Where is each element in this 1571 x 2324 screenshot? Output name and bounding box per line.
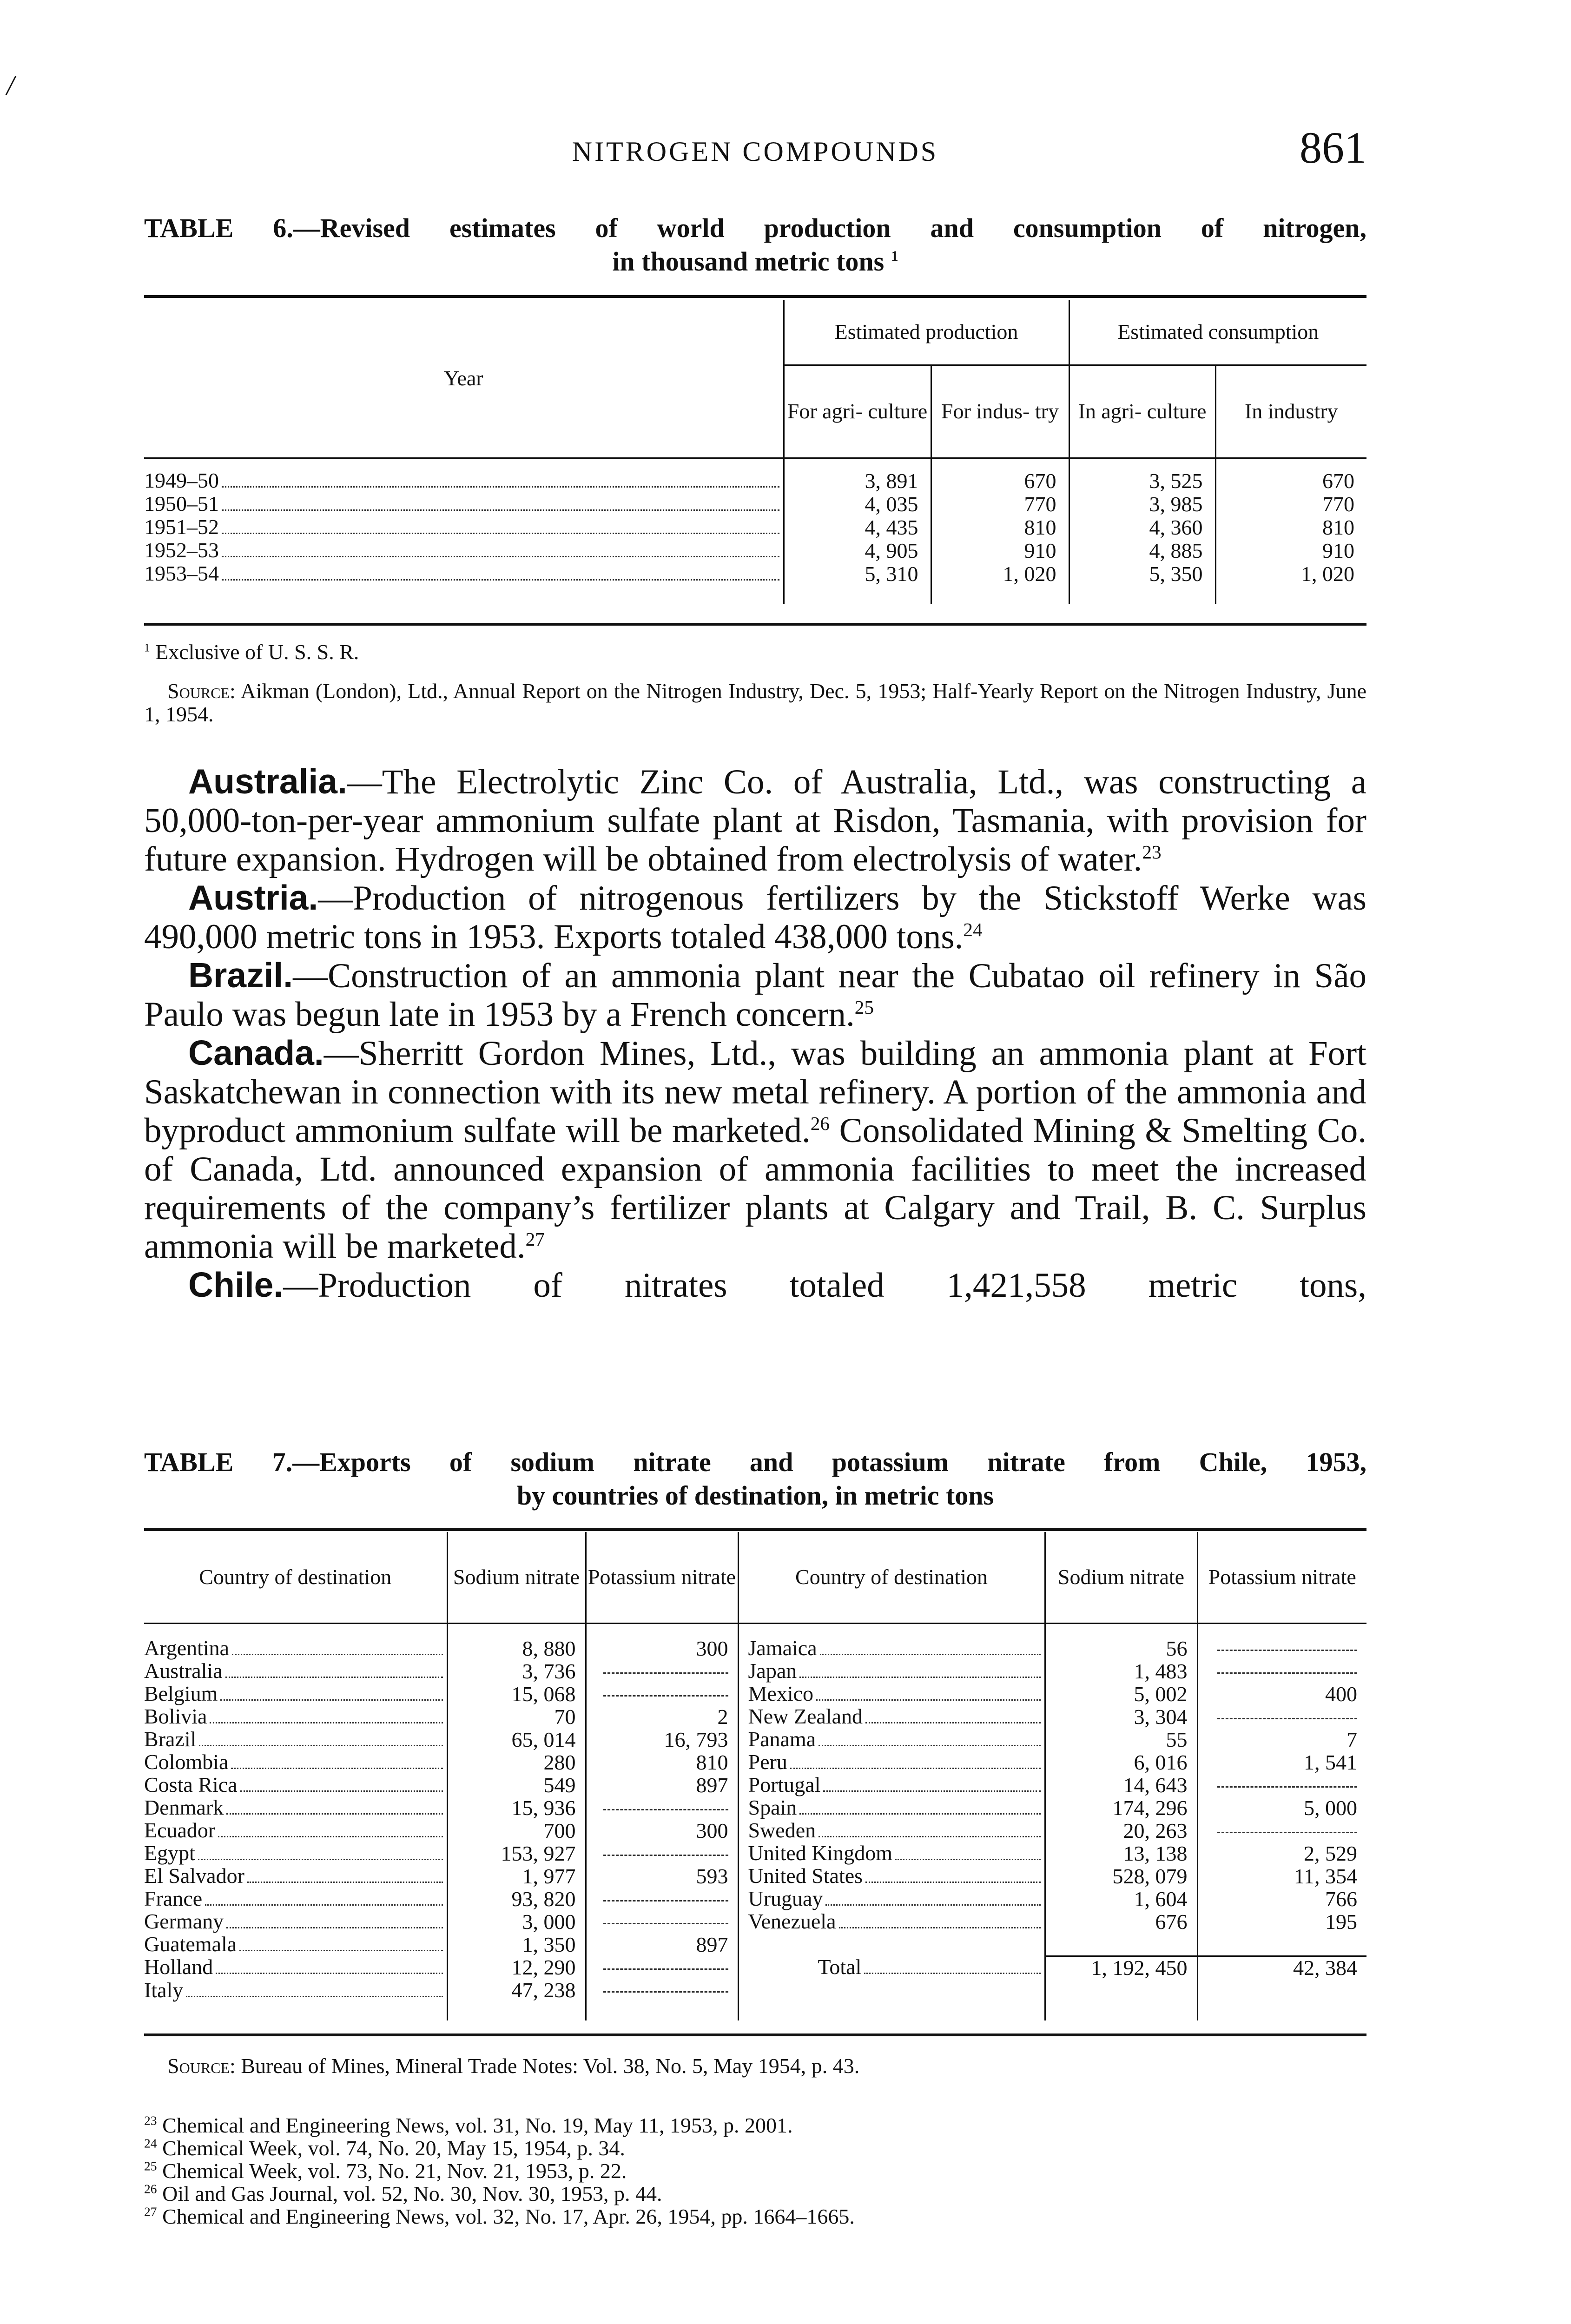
table7-potassium: 16, 793	[586, 1728, 738, 1751]
footnote-text: Chemical and Engineering News, vol. 31, No. 19, May 11, 1953, p. 2001.	[162, 2113, 793, 2137]
table7-sodium: 14, 643	[1045, 1774, 1197, 1796]
footnote-number: 24	[144, 2136, 157, 2151]
table6-cons-agri: 4, 885	[1069, 539, 1215, 562]
table7-country: France	[144, 1888, 203, 1910]
table7-sodium: 56	[1045, 1637, 1197, 1660]
table6-year: 1952–53	[144, 539, 219, 562]
paragraph-lead: Canada.	[188, 1033, 324, 1072]
paragraph-text: —The Electrolytic Zinc Co. of Australia, Ltd., was constructing a 50,000-ton-per-year ammonium sulfate plant at Risdon, Tasmania, with provision for future expansion. Hydrogen will be obtained from electrolysis of water.	[144, 763, 1366, 878]
table6-caption-note-ref: 1	[891, 248, 898, 264]
table7-sodium: 280	[447, 1751, 586, 1774]
table7-sodium: 13, 138	[1045, 1842, 1197, 1865]
paragraph-lead: Australia.	[188, 762, 347, 801]
table7-sodium: 70	[447, 1705, 586, 1728]
table7-caption	[144, 1446, 1366, 1512]
table7-bottom-rule	[144, 2034, 1366, 2036]
table7-sodium: 549	[447, 1774, 586, 1796]
table6-row	[144, 515, 1366, 539]
table7-country: Denmark	[144, 1796, 224, 1819]
table7-potassium: 11, 354	[1197, 1865, 1366, 1888]
table6-header-cons-industry: In industry	[1215, 365, 1366, 458]
table7-potassium: 2	[586, 1705, 738, 1728]
table7-sodium: 20, 263	[1045, 1819, 1197, 1842]
table7	[144, 1532, 1366, 2020]
table7-source-label: Source:	[167, 2054, 236, 2078]
table7-country: Costa Rica	[144, 1774, 238, 1796]
table6-prod-agri: 5, 310	[784, 562, 931, 585]
table7-country: United States	[748, 1865, 863, 1888]
table6-cons-industry: 770	[1215, 492, 1366, 515]
table7-row	[144, 1865, 1366, 1888]
table6-cons-industry: 910	[1215, 539, 1366, 562]
table6-year: 1949–50	[144, 469, 219, 492]
paragraph-canada	[144, 1034, 1366, 1266]
table7-potassium	[586, 1842, 738, 1865]
footnote	[144, 2137, 1366, 2159]
table7-sodium: 700	[447, 1819, 586, 1842]
paragraph-lead: Austria.	[188, 878, 318, 917]
table6-prod-industry: 810	[931, 515, 1069, 539]
footnote-text: Oil and Gas Journal, vol. 52, No. 30, Nov. 30, 1953, p. 44.	[162, 2182, 662, 2205]
table7-country: Argentina	[144, 1637, 230, 1660]
table6-footnote-marker: 1	[144, 641, 150, 654]
table6-cons-industry: 810	[1215, 515, 1366, 539]
paragraph-chile	[144, 1266, 1366, 1305]
table7-potassium: 1, 541	[1197, 1751, 1366, 1774]
table7-sodium: 6, 016	[1045, 1751, 1197, 1774]
table6-top-rule	[144, 295, 1366, 298]
table6-prod-agri: 4, 035	[784, 492, 931, 515]
footnote-ref: 26	[810, 1113, 830, 1134]
table7-country: Sweden	[748, 1819, 816, 1842]
table6-prod-industry: 910	[931, 539, 1069, 562]
paragraph-text-continued: Consolidated Mining & Smelting Co. of Canada, Ltd. announced expansion of ammonia facilities to meet the increased requirements of the company’s fertilizer plants at Calgary and Trail, B. C. Surplus ammonia will be marketed.	[144, 1111, 1367, 1266]
table7-potassium: 766	[1197, 1888, 1366, 1910]
table7-sodium: 65, 014	[447, 1728, 586, 1751]
table7-total-sodium: 1, 192, 450	[1045, 1956, 1197, 1979]
table7-potassium	[586, 1956, 738, 1979]
paragraph-text: —Construction of an ammonia plant near the Cubatao oil refinery in São Paulo was begun late in 1953 by a French concern.	[144, 957, 1366, 1034]
paragraph-lead: Brazil.	[188, 956, 293, 995]
table6-source-text: Aikman (London), Ltd., Annual Report on the Nitrogen Industry, Dec. 5, 1953; Half-Yearly Report on the Nitrogen Industry, June 1, 1954.	[144, 679, 1366, 726]
footnote-number: 23	[144, 2113, 157, 2128]
paragraph-australia	[144, 762, 1366, 878]
table6-cons-agri: 3, 985	[1069, 492, 1215, 515]
table7-total-label: Total	[818, 1956, 862, 1979]
table7-country: New Zealand	[748, 1705, 863, 1728]
table6-caption-line1: TABLE 6.—Revised estimates of world production and consumption of nitrogen,	[144, 213, 1366, 243]
table7-sodium: 1, 604	[1045, 1888, 1197, 1910]
table7-potassium	[586, 1796, 738, 1819]
table6-source-label: Source:	[167, 679, 236, 703]
table6-source	[144, 680, 1366, 726]
page-number: 861	[1300, 123, 1366, 172]
footnote-ref: 27	[525, 1228, 545, 1250]
footnote-number: 26	[144, 2181, 157, 2196]
table7-row	[144, 1910, 1366, 1933]
table7-header-country-left: Country of destination	[144, 1532, 447, 1623]
table6-prod-agri: 4, 905	[784, 539, 931, 562]
table6-row	[144, 492, 1366, 515]
table7-sodium: 174, 296	[1045, 1796, 1197, 1819]
table7-potassium	[1197, 1819, 1366, 1842]
table6-cons-industry: 670	[1215, 469, 1366, 492]
table7-row	[144, 1705, 1366, 1728]
table7-potassium: 897	[586, 1933, 738, 1956]
running-head	[144, 116, 1366, 172]
table6	[144, 300, 1366, 604]
table7-potassium	[1197, 1637, 1366, 1660]
footnote	[144, 2205, 1366, 2228]
table6-caption-line2-text: in thousand metric tons	[612, 246, 885, 277]
table7-potassium	[586, 1910, 738, 1933]
table7-row	[144, 1933, 1366, 1956]
table7-country: Japan	[748, 1660, 797, 1683]
table7-row	[144, 1956, 1366, 1979]
body-text	[144, 762, 1366, 1305]
table7-row	[144, 1683, 1366, 1705]
table7-potassium: 5, 000	[1197, 1796, 1366, 1819]
table7-header-sodium-right: Sodium nitrate	[1045, 1532, 1197, 1623]
table7-country: Italy	[144, 1979, 184, 2002]
table7-sodium: 15, 936	[447, 1796, 586, 1819]
footnote	[144, 2159, 1366, 2182]
footnotes	[144, 2114, 1366, 2228]
table6-year: 1951–52	[144, 515, 219, 539]
paragraph-text: —Production of nitrogenous fertilizers by the Stickstoff Werke was 490,000 metric tons in 1953. Exports totaled 438,000 tons.	[144, 879, 1366, 956]
paragraph-lead: Chile.	[188, 1265, 284, 1304]
footnote-ref: 24	[963, 919, 983, 940]
table7-sodium: 55	[1045, 1728, 1197, 1751]
running-title: NITROGEN COMPOUNDS	[572, 136, 939, 167]
table7-country: Guatemala	[144, 1933, 237, 1956]
table7-potassium	[1197, 1705, 1366, 1728]
table7-country: Venezuela	[748, 1910, 836, 1933]
table7-country: United Kingdom	[748, 1842, 892, 1865]
table7-country: Spain	[748, 1796, 797, 1819]
table7-country: Bolivia	[144, 1705, 207, 1728]
table7-top-rule	[144, 1528, 1366, 1531]
paragraph-austria	[144, 878, 1366, 956]
table7-potassium: 810	[586, 1751, 738, 1774]
table6-footnote-text: Exclusive of U. S. S. R.	[155, 640, 359, 664]
table6-row	[144, 562, 1366, 585]
table6-cons-agri: 5, 350	[1069, 562, 1215, 585]
table7-row	[144, 1751, 1366, 1774]
paragraph-brazil	[144, 956, 1366, 1034]
table7-country: Brazil	[144, 1728, 197, 1751]
table6-header-consumption: Estimated consumption	[1069, 300, 1366, 365]
table6-cons-industry: 1, 020	[1215, 562, 1366, 585]
table6-header-cons-agri: In agri- culture	[1069, 365, 1215, 458]
table6-row	[144, 539, 1366, 562]
table7-sodium: 93, 820	[447, 1888, 586, 1910]
table6-prod-agri: 4, 435	[784, 515, 931, 539]
footnote-number: 27	[144, 2204, 157, 2219]
footnote	[144, 2182, 1366, 2205]
table7-header-potassium-left: Potassium nitrate	[586, 1532, 738, 1623]
table7-potassium: 2, 529	[1197, 1842, 1366, 1865]
table7-sodium: 153, 927	[447, 1842, 586, 1865]
paragraph-text: —Production of nitrates totaled 1,421,558 metric tons,	[283, 1266, 1366, 1305]
paragraph-text: —Sherritt Gordon Mines, Ltd., was building an ammonia plant at Fort Saskatchewan in connection with its new metal refinery. A portion of the ammonia and byproduct ammonium sulfate will be marketed.	[144, 1034, 1366, 1150]
table7-row	[144, 1842, 1366, 1865]
table7-country: Colombia	[144, 1751, 229, 1774]
table7-potassium	[586, 1888, 738, 1910]
table6-footnote	[144, 640, 1366, 664]
table6-prod-agri: 3, 891	[784, 469, 931, 492]
table7-potassium: 593	[586, 1865, 738, 1888]
table7-row	[144, 1660, 1366, 1683]
table7-caption-line2: by countries of destination, in metric tons	[516, 1480, 994, 1511]
table7-country: Uruguay	[748, 1888, 823, 1910]
table7-header-country-right: Country of destination	[738, 1532, 1045, 1623]
table7-country: El Salvador	[144, 1865, 244, 1888]
table7-sodium: 3, 000	[447, 1910, 586, 1933]
table7-row	[144, 1728, 1366, 1751]
table7-total-potassium: 42, 384	[1197, 1956, 1366, 1979]
table6-header-prod-agri: For agri- culture	[784, 365, 931, 458]
table7-sodium: 5, 002	[1045, 1683, 1197, 1705]
table7-source-text: Bureau of Mines, Mineral Trade Notes: Vol. 38, No. 5, May 1954, p. 43.	[241, 2054, 860, 2078]
footnote-text: Chemical Week, vol. 73, No. 21, Nov. 21, 1953, p. 22.	[162, 2159, 627, 2183]
table7-sodium: 1, 977	[447, 1865, 586, 1888]
table7-sodium: 8, 880	[447, 1637, 586, 1660]
table7-row	[144, 1888, 1366, 1910]
table6-cons-agri: 4, 360	[1069, 515, 1215, 539]
table7-country: Egypt	[144, 1842, 195, 1865]
table7-sodium: 3, 304	[1045, 1705, 1197, 1728]
table7-sodium: 1, 483	[1045, 1660, 1197, 1683]
table7-potassium	[586, 1660, 738, 1683]
table7-potassium: 400	[1197, 1683, 1366, 1705]
table7-potassium	[586, 1683, 738, 1705]
table7-country: Portugal	[748, 1774, 821, 1796]
margin-mark: /	[7, 70, 14, 101]
table7-potassium: 300	[586, 1637, 738, 1660]
table7-header-potassium-right: Potassium nitrate	[1197, 1532, 1366, 1623]
table7-country: Panama	[748, 1728, 816, 1751]
table7-sodium: 12, 290	[447, 1956, 586, 1979]
footnote-ref: 23	[1142, 841, 1162, 863]
table7-potassium: 195	[1197, 1910, 1366, 1933]
table7-country: Ecuador	[144, 1819, 216, 1842]
table7-potassium: 7	[1197, 1728, 1366, 1751]
table7-source	[144, 2054, 1366, 2078]
table7-country: Mexico	[748, 1683, 814, 1705]
table7-country: Germany	[144, 1910, 224, 1933]
table7-row	[144, 1819, 1366, 1842]
footnote-ref: 25	[854, 997, 874, 1018]
table7-potassium	[1197, 1660, 1366, 1683]
table6-prod-industry: 1, 020	[931, 562, 1069, 585]
table6-header-production: Estimated production	[784, 300, 1069, 365]
footnote	[144, 2114, 1366, 2137]
table7-sodium: 528, 079	[1045, 1865, 1197, 1888]
table6-caption	[144, 211, 1366, 278]
table6-prod-industry: 670	[931, 469, 1069, 492]
table7-row	[144, 1796, 1366, 1819]
table6-year: 1950–51	[144, 492, 219, 515]
footnote-number: 25	[144, 2159, 157, 2173]
table7-potassium: 300	[586, 1819, 738, 1842]
footnote-text: Chemical Week, vol. 74, No. 20, May 15, 1954, p. 34.	[162, 2136, 625, 2160]
table6-cons-agri: 3, 525	[1069, 469, 1215, 492]
table7-country: Jamaica	[748, 1637, 817, 1660]
table6-bottom-rule	[144, 623, 1366, 626]
table7-row	[144, 1774, 1366, 1796]
table7-country: Belgium	[144, 1683, 218, 1705]
table7-sodium: 3, 736	[447, 1660, 586, 1683]
table6-header-year: Year	[144, 300, 784, 458]
table6-year: 1953–54	[144, 562, 219, 585]
table7-caption-line1: TABLE 7.—Exports of sodium nitrate and potassium nitrate from Chile, 1953,	[144, 1447, 1366, 1477]
table7-potassium	[1197, 1774, 1366, 1796]
table6-caption-line2	[144, 245, 1366, 278]
table7-sodium: 15, 068	[447, 1683, 586, 1705]
table7-row	[144, 1637, 1366, 1660]
table6-header-prod-industry: For indus- try	[931, 365, 1069, 458]
table7-country: Peru	[748, 1751, 787, 1774]
table7-potassium	[586, 1979, 738, 2002]
footnote-text: Chemical and Engineering News, vol. 32, No. 17, Apr. 26, 1954, pp. 1664–1665.	[162, 2205, 855, 2228]
table6-row	[144, 469, 1366, 492]
table7-potassium: 897	[586, 1774, 738, 1796]
table7-country: Australia	[144, 1660, 223, 1683]
table6-prod-industry: 770	[931, 492, 1069, 515]
table7-sodium: 676	[1045, 1910, 1197, 1933]
table7-header-sodium-left: Sodium nitrate	[447, 1532, 586, 1623]
table7-country: Holland	[144, 1956, 213, 1979]
table7-sodium: 47, 238	[447, 1979, 586, 2002]
table7-sodium: 1, 350	[447, 1933, 586, 1956]
table7-row	[144, 1979, 1366, 2002]
